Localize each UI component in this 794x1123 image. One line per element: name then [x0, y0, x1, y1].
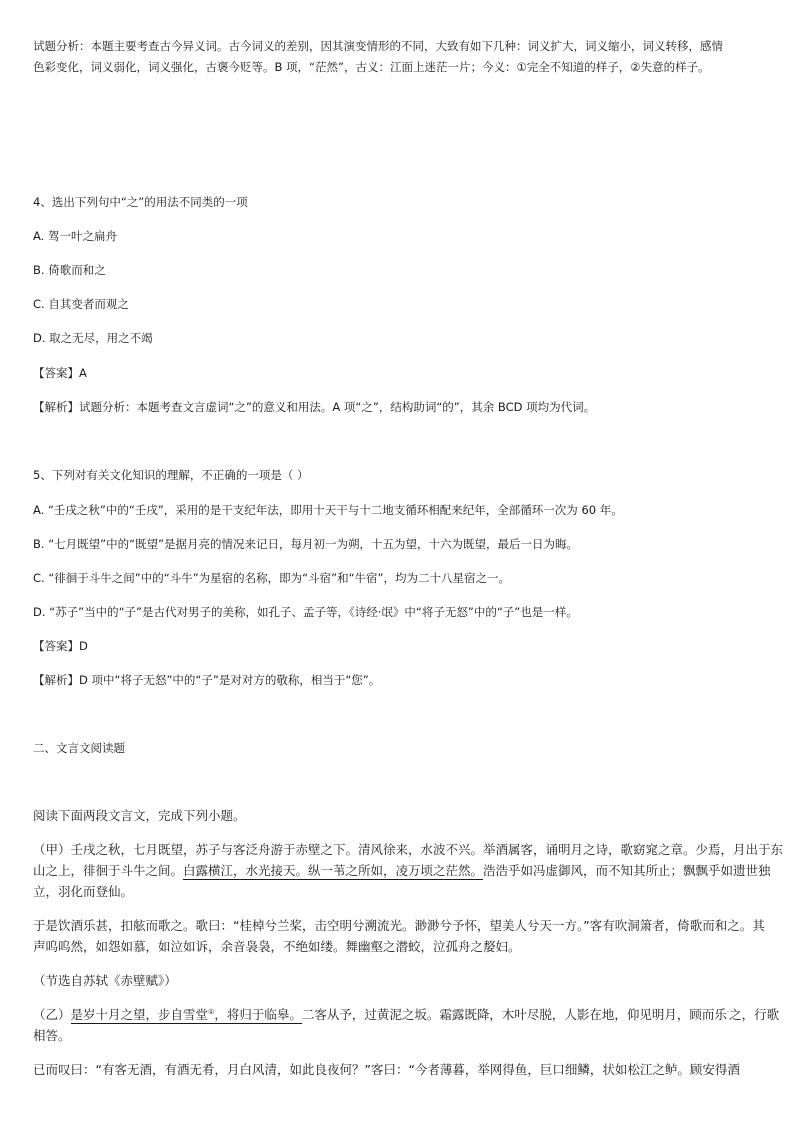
passage-yi-line3: 已而叹曰：“有客无酒，有酒无肴，月白风清，如此良夜何？”客曰：“今者薄暮，举网得鱼，巨口细鳞，状如松江之鲈。顾安得酒 [33, 1062, 740, 1077]
q4-option-b: B. 倚歌而和之 [33, 263, 106, 277]
q4-stem: 4、选出下列句中“之”的用法不同类的一项 [33, 195, 248, 209]
q5-option-c: C. “徘徊于斗牛之间”中的“斗牛”为星宿的名称，即为“斗宿”和“牛宿”，均为二十八星宿之一。 [33, 571, 510, 585]
passage-yi-line1-tail: 之，行歌 [729, 1007, 780, 1022]
underlined-sentence: 白露横江，水光接天。纵一苇之所如，凌万顷之茫然。 [183, 863, 484, 878]
passage-yi-line2: 相答。 [33, 1028, 71, 1043]
passage-yi-label: （乙） [33, 1007, 71, 1022]
q4-option-c: C. 自其变者而观之 [33, 297, 129, 311]
passage-jia-source: （节选自苏轼《赤壁赋》） [33, 973, 177, 988]
q4-option-a: A. 驾一叶之扁舟 [33, 229, 117, 243]
passage-jia-line2-end: 浩浩乎如冯虚御风，而不知其所止；飘飘乎如遗世独 [483, 863, 771, 878]
emphasis-dot: · [726, 1007, 730, 1016]
q4-option-d: D. 取之无尽，用之不竭 [33, 331, 153, 345]
passage-jia-line3: 立，羽化而登仙。 [33, 884, 134, 899]
q5-option-b: B. “七月既望”中的“既望”是据月亮的情况来记日，每月初一为朔，十五为望，十六为既望，最后一日为晦。 [33, 537, 579, 551]
q3-analysis-line1: 试题分析：本题主要考查古今异义词。古今词义的差别，因其演变情形的不同，大致有如下几种：词义扩大，词义缩小，词义转移，感情 [33, 39, 723, 53]
q5-answer: 【答案】D [33, 639, 88, 653]
q3-analysis-line2: 色彩变化，词义弱化，词义强化，古褒今贬等。B 项，“茫然”，古义：江面上迷茫一片；今义：①完全不知道的样子，②失意的样子。 [33, 60, 710, 74]
footnote-marker: ① [208, 1007, 215, 1016]
passage-yi-line1 [33, 1006, 780, 1024]
passage-jia-p2-line1: 于是饮酒乐甚，扣舷而歌之。歌曰：“桂棹兮兰桨，击空明兮溯流光。渺渺兮予怀，望美人兮天一方。”客有吹洞箫者，倚歌而和之。其 [33, 918, 765, 933]
q5-analysis: 【解析】D 项中“将子无怒”中的“子”是对对方的敬称，相当于“您”。 [33, 673, 381, 687]
q5-stem: 5、下列对有关文化知识的理解，不正确的一项是（ ） [33, 468, 309, 482]
passage-yi-line1-rest: 二客从予，过黄泥之坂。霜露既降，木叶尽脱，人影在地，仰见明月，顾而乐 [301, 1007, 727, 1022]
passage-jia-p2-line2: 声呜呜然，如怨如慕，如泣如诉，余音袅袅，不绝如缕。舞幽壑之潜蛟，泣孤舟之嫠妇。 [33, 939, 521, 954]
passage-jia-line2-start: 山之上，徘徊于斗牛之间。 [33, 863, 184, 878]
q5-option-d: D. “苏子”当中的“子”是古代对男子的美称，如孔子、孟子等，《诗经·氓》中“将子无怒”中的“子”也是一样。 [33, 605, 578, 619]
underlined-phrase-yi-end: ，将归于临皋。 [214, 1007, 302, 1022]
underlined-phrase-yi-text: 是岁十月之望，步自雪堂 [70, 1007, 209, 1022]
section-heading: 二、文言文阅读题 [33, 741, 125, 755]
reading-instruction: 阅读下面两段文言文，完成下列小题。 [33, 808, 246, 823]
underlined-phrase-yi [71, 1007, 302, 1024]
q4-answer: 【答案】A [33, 366, 87, 380]
passage-jia-line2 [33, 862, 771, 880]
q4-analysis: 【解析】试题分析：本题考查文言虚词“之”的意义和用法。A 项“之”，结构助词“的”，其余 BCD 项均为代词。 [33, 400, 596, 414]
q5-option-a: A. “壬戌之秋”中的“壬戌”，采用的是干支纪年法，即用十天干与十二地支循环相配来纪年，全部循环一次为 60 年。 [33, 503, 623, 517]
passage-jia-line1: （甲）壬戌之秋，七月既望，苏子与客泛舟游于赤壁之下。清风徐来，水波不兴。举酒属客，诵明月之诗，歌窈窕之章。少焉，月出于东 [33, 842, 784, 857]
